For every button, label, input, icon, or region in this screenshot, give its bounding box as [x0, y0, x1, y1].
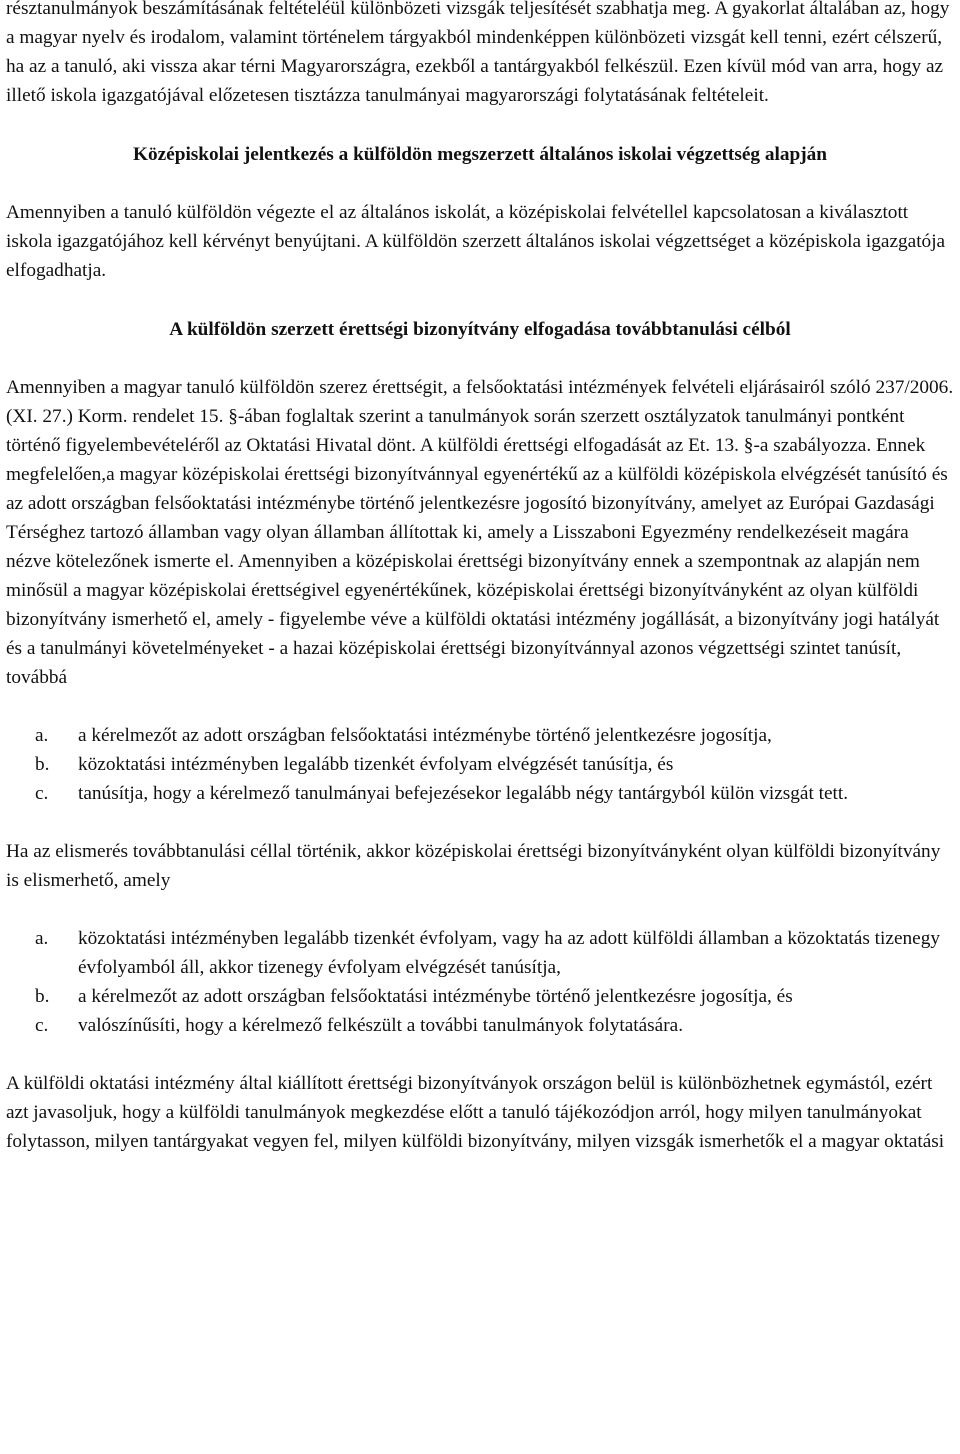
list-item-text: közoktatási intézményben legalább tizenkét évfolyam elvégzését tanúsítja, és [78, 754, 674, 775]
maturity-paragraph: Amennyiben a magyar tanuló külföldön szerez érettségit, a felsőoktatási intézmények felvételi eljárásairól szóló 237/2006. (XI. 27.) Korm. rendelet 15. §-ában foglaltak szerint a tanulmányok során szerzett osztályzatok tanulmányi pontként történő figyelembevételéről az Oktatási Hivatal dönt. A külföldi érettségi elfogadását az Et. 13. §-a szabályozza. Ennek megfelelően,a magyar középiskolai érettségi bizonyítvánnyal egyenértékű az a külföldi középiskola elvégzését tanúsító és az adott országban felsőoktatási intézménybe történő jelentkezésre jogosító bizonyítvány, amelyet az Európai Gazdasági Térséghez tartozó államban vagy olyan államban állítottak ki, amely a Lisszaboni Egyezmény rendelkezéseit magára nézve kötelezőnek ismerte el. Amennyiben a középiskolai érettségi bizonyítvány ennek a szempontnak az alapján nem minősül a magyar középiskolai érettségivel egyenértékűnek, középiskolai érettségi bizonyítványként az olyan külföldi bizonyítvány ismerhető el, amely - figyelembe véve a külföldi oktatási intézmény jogállását, a bizonyítvány jogi hatályát és a tanulmányi követelményeket - a hazai középiskolai érettségi bizonyítvánnyal azonos végzettségi szintet tanúsít, továbbá [6, 377, 954, 688]
list-item [6, 1011, 954, 1040]
section-heading-maturity-certificate: A külföldön szerzett érettségi bizonyítvány elfogadása továbbtanulási célból [169, 319, 791, 340]
list-marker: a. [35, 928, 49, 949]
list-item [6, 750, 954, 779]
list-marker: c. [35, 1015, 49, 1036]
list-item-text: közoktatási intézményben legalább tizenkét évfolyam, vagy ha az adott külföldi államban a közoktatás tizenegy évfolyamból áll, akkor tizenegy évfolyam elvégzését tanúsítja, [78, 928, 940, 978]
document-page [6, 0, 954, 1156]
recognition-paragraph: Ha az elismerés továbbtanulási céllal történik, akkor középiskolai érettségi bizonyítványként olyan külföldi bizonyítvány is elismerhető, amely [6, 841, 941, 891]
section-heading-secondary-school: Középiskolai jelentkezés a külföldön megszerzett általános iskolai végzettség alapján [132, 144, 828, 165]
requirements-list-1 [6, 721, 954, 808]
list-item [6, 779, 954, 808]
list-item [6, 721, 954, 750]
list-item-text: valószínűsíti, hogy a kérelmező felkészült a további tanulmányok folytatására. [78, 1015, 684, 1036]
list-item-text: tanúsítja, hogy a kérelmező tanulmányai befejezésekor legalább négy tantárgyból külön vizsgát tett. [78, 783, 849, 804]
list-item-text: a kérelmezőt az adott országban felsőoktatási intézménybe történő jelentkezésre jogosítja, [78, 725, 772, 746]
list-marker: c. [35, 783, 49, 804]
list-item [6, 924, 954, 982]
list-marker: b. [35, 754, 50, 775]
intro-paragraph: résztanulmányok beszámításának feltételéül különbözeti vizsgák teljesítését szabhatja meg. A gyakorlat általában az, hogy a magyar nyelv és irodalom, valamint történelem tárgyakból mindenképpen különbözeti vizsgát kell tenni, ezért célszerű, ha az a tanuló, aki vissza akar térni Magyarországra, ezekből a tantárgyakból felkészül. Ezen kívül mód van arra, hogy az illető iskola igazgatójával előzetesen tisztázza tanulmányai magyarországi folytatásának feltételeit. [6, 0, 950, 106]
list-item [6, 982, 954, 1011]
requirements-list-2 [6, 924, 954, 1040]
list-marker: a. [35, 725, 49, 746]
list-marker: b. [35, 986, 50, 1007]
final-paragraph: A külföldi oktatási intézmény által kiállított érettségi bizonyítványok országon belül is különbözhetnek egymástól, ezért azt javasoljuk, hogy a külföldi tanulmányok megkezdése előtt a tanuló tájékozódjon arról, hogy milyen tanulmányokat folytasson, milyen tantárgyakat vegyen fel, milyen külföldi bizonyítvány, milyen vizsgák ismerhetők el a magyar oktatási [6, 1073, 945, 1152]
list-item-text: a kérelmezőt az adott országban felsőoktatási intézménybe történő jelentkezésre jogosítja, és [78, 986, 793, 1007]
secondary-school-paragraph: Amennyiben a tanuló külföldön végezte el az általános iskolát, a középiskolai felvétellel kapcsolatosan a kiválasztott iskola igazgatójához kell kérvényt benyújtani. A külföldön szerzett általános iskolai végzettséget a középiskola igazgatója elfogadhatja. [6, 202, 946, 281]
